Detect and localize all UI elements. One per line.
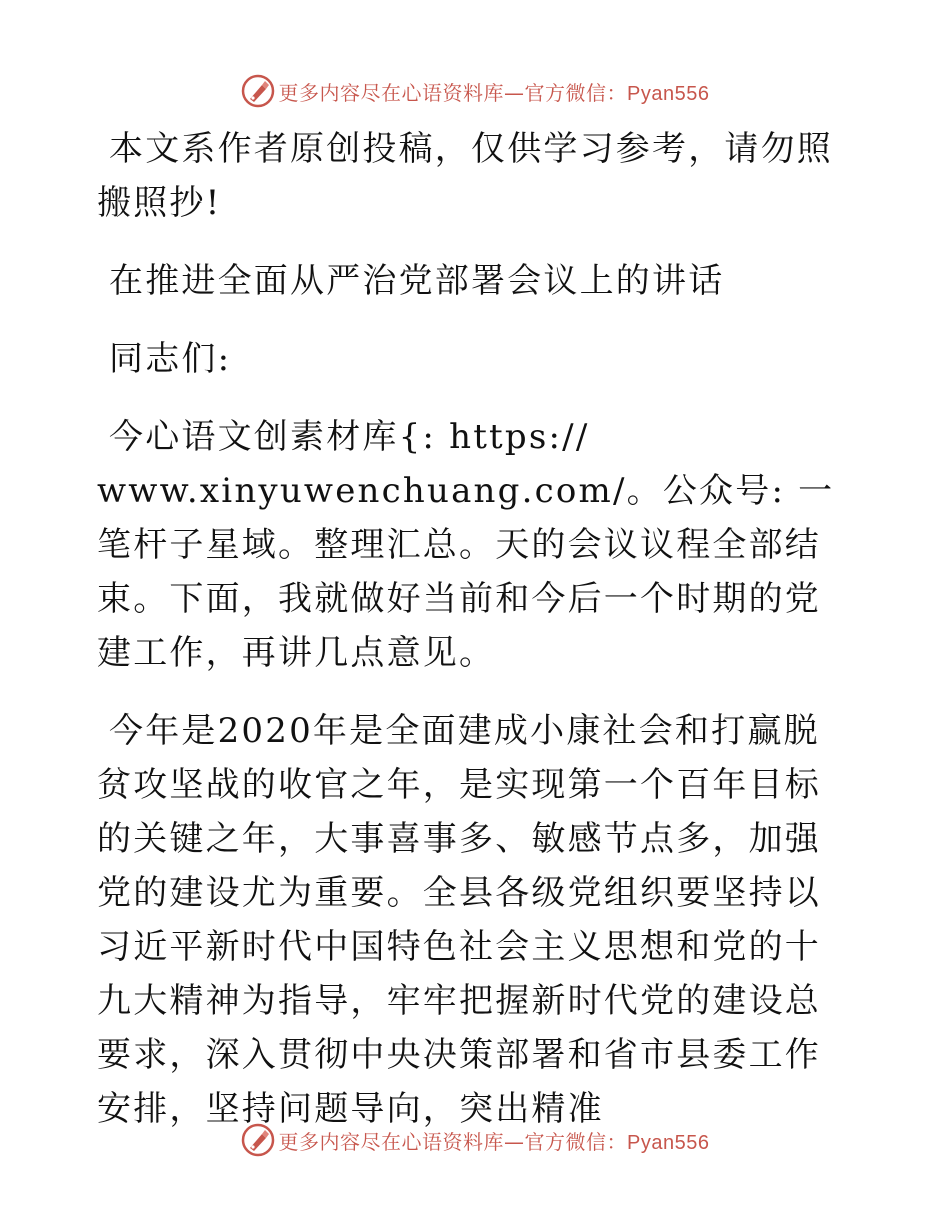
footer-wechat-id: Pyan556 [627, 1131, 710, 1154]
pen-logo-icon [241, 74, 275, 108]
document-body [97, 122, 853, 1136]
header-banner-separator: — [504, 80, 525, 105]
footer-banner-title: 更多内容尽在心语资料库 [278, 1129, 505, 1154]
footer-banner-label: 官方微信： [524, 1129, 628, 1154]
paragraph-main: 今年是2020年是全面建成小康社会和打赢脱贫攻坚战的收官之年，是实现第一个百年目标的关键之年，大事喜事多、敏感节点多，加强党的建设尤为重要。全县各级党组织要坚持以习近平新时代中国特色社会主义思想和党的十九大精神为指导，牢牢把握新时代党的建设总要求，深入贯彻中央决策部署和省市县委工作安排，坚持问题导向，突出精准 [97, 711, 821, 1129]
header-banner-title: 更多内容尽在心语资料库 [278, 80, 505, 105]
document-title: 在推进全面从严治党部署会议上的讲话 [109, 261, 725, 301]
footer-banner-separator: — [504, 1129, 525, 1154]
header-wechat-id: Pyan556 [627, 82, 710, 105]
header-watermark-banner [0, 71, 950, 111]
footer-banner-text [279, 1126, 710, 1155]
salutation: 同志们: [109, 339, 232, 379]
pen-logo-icon [241, 1123, 275, 1157]
header-banner-label: 官方微信： [524, 80, 628, 105]
copyright-notice: 本文系作者原创投稿，仅供学习参考，请勿照搬照抄! [97, 129, 833, 223]
footer-watermark-banner [0, 1120, 950, 1160]
header-banner-text [279, 77, 710, 106]
paragraph-intro: 今心语文创素材库{: https:// www.xinyuwenchuang.com/。公众号: 一笔杆子星域。整理汇总。天的会议议程全部结束。下面，我就做好当前和今后一个时期的党建工作，再讲几点意见。 [97, 417, 835, 673]
